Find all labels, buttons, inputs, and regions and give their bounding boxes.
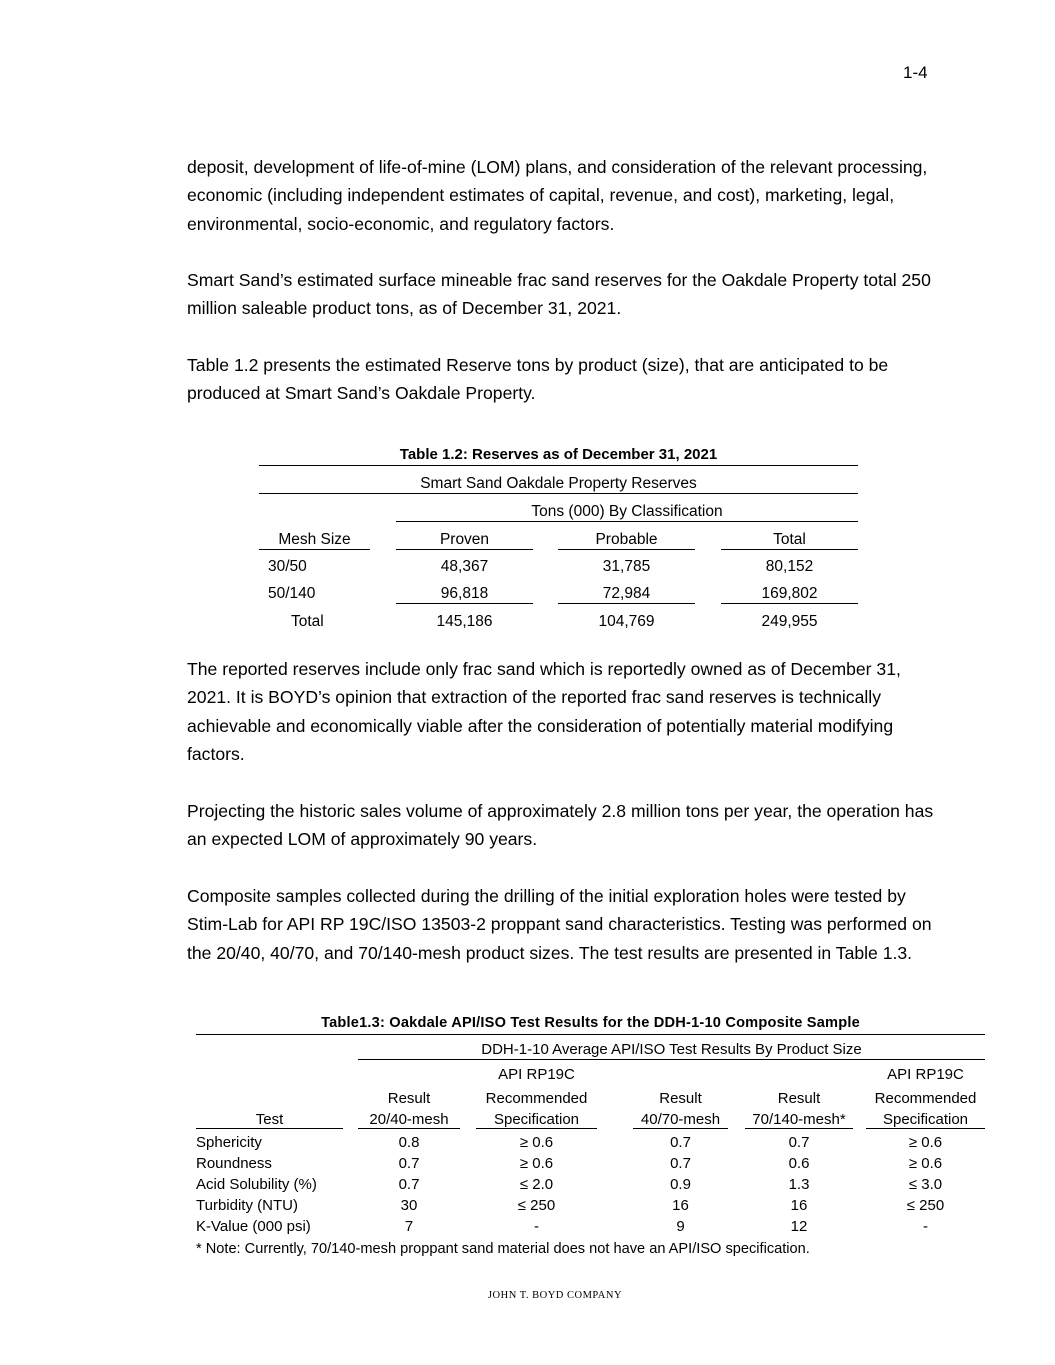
table-cell: ≤ 3.0: [908, 1176, 943, 1193]
table-cell: 96,818: [440, 585, 489, 602]
table-cell: 16: [672, 1197, 689, 1214]
table-cell: 12: [790, 1218, 808, 1235]
reserves-table-title: Table 1.2: Reserves as of December 31, 2021: [399, 446, 718, 463]
table-cell: 9: [676, 1218, 685, 1235]
column-header: Result: [777, 1090, 821, 1107]
table-cell: ≥ 0.6: [908, 1134, 943, 1151]
table-cell: 0.7: [670, 1134, 691, 1151]
table-rule: [396, 549, 533, 550]
column-header: Specification: [493, 1111, 580, 1128]
table-rule: [396, 603, 533, 604]
api-spec-label: API RP19C: [498, 1066, 575, 1083]
table-rule: [259, 549, 370, 550]
table-rule: [396, 521, 858, 522]
table-cell: ≤ 2.0: [519, 1176, 554, 1193]
table-cell: 0.7: [398, 1176, 420, 1193]
paragraph-lom-factors: deposit, development of life-of-mine (LOM) plans, and consideration of the relevant processing, economic (including independent estimates of capital, revenue, and cost), marketing, legal, environmental, socio-economic, and regulatory factors.: [187, 157, 928, 234]
table-rule: [196, 1034, 985, 1035]
table-cell: 31,785: [602, 558, 651, 575]
table-cell: Acid Solubility (%): [196, 1176, 317, 1193]
table-cell: K-Value (000 psi): [196, 1218, 311, 1235]
table-rule: [476, 1128, 597, 1129]
table-cell: 249,955: [761, 613, 818, 630]
column-header: Result: [659, 1090, 702, 1107]
column-header: Result: [387, 1090, 431, 1107]
table-cell: 0.7: [670, 1155, 691, 1172]
paragraph-reserves-opinion: The reported reserves include only frac sand which is reportedly owned as of December 31, 2021. It is BOYD’s opinion that extraction of the reported frac sand reserves is technically achievable and economically viable after the consideration of potentially material modifying factors.: [187, 659, 901, 765]
table-rule: [721, 549, 858, 550]
table-rule: [745, 1128, 853, 1129]
column-header: Total: [773, 531, 806, 548]
column-header: Recommended: [485, 1090, 588, 1107]
table-cell: 0.8: [398, 1134, 420, 1151]
column-header: Proven: [439, 531, 490, 548]
paragraph-lom-projection: Projecting the historic sales volume of approximately 2.8 million tons per year, the operation has an expected LOM of approximately 90 years.: [187, 801, 934, 850]
column-header: 20/40-mesh: [369, 1111, 449, 1128]
table-cell: 145,186: [436, 613, 493, 630]
table-rule: [259, 493, 858, 494]
table-cell: Total: [291, 613, 324, 630]
column-header: 70/140-mesh*: [752, 1111, 846, 1128]
reserves-table-subtitle: Smart Sand Oakdale Property Reserves: [420, 475, 697, 492]
table-cell: ≥ 0.6: [519, 1155, 554, 1172]
test-results-table-title: Table1.3: Oakdale API/ISO Test Results for the DDH-1-10 Composite Sample: [321, 1015, 860, 1031]
table-cell: 16: [790, 1197, 808, 1214]
column-header: Specification: [882, 1111, 969, 1128]
table-rule: [358, 1059, 985, 1060]
table-cell: ≤ 250: [517, 1197, 556, 1214]
table-cell: 50/140: [268, 585, 316, 602]
table-cell: 80,152: [765, 558, 814, 575]
column-header: 40/70-mesh: [640, 1111, 721, 1128]
table-cell: 30: [400, 1197, 418, 1214]
table-cell: 0.7: [398, 1155, 420, 1172]
table-rule: [633, 1128, 728, 1129]
api-spec-label: API RP19C: [887, 1066, 964, 1083]
table-cell: 30/50: [268, 558, 307, 575]
paragraph-table-intro: Table 1.2 presents the estimated Reserve tons by product (size), that are anticipated to be produced at Smart Sand’s Oakdale Property.: [187, 355, 889, 404]
column-header: Test: [255, 1111, 284, 1128]
company-footer: JOHN T. BOYD COMPANY: [487, 1290, 623, 1301]
table-rule: [196, 1128, 343, 1129]
table-cell: 1.3: [788, 1176, 810, 1193]
table-cell: ≤ 250: [906, 1197, 945, 1214]
column-header: Recommended: [874, 1090, 977, 1107]
table-cell: 7: [404, 1218, 414, 1235]
paragraph-composite-samples: Composite samples collected during the drilling of the initial exploration holes were tested by Stim-Lab for API RP 19C/ISO 13503-2 proppant sand characteristics. Testing was performed on the 20/40, 40/70, and 70/140-mesh product sizes. The test results are presented in Table 1.3.: [187, 886, 932, 963]
table-cell: Sphericity: [196, 1134, 262, 1151]
table-rule: [558, 603, 695, 604]
table-cell: ≥ 0.6: [519, 1134, 554, 1151]
table-cell: Turbidity (NTU): [196, 1197, 298, 1214]
table-cell: 0.9: [670, 1176, 691, 1193]
table-rule: [558, 549, 695, 550]
table-cell: ≥ 0.6: [908, 1155, 943, 1172]
table-rule: [721, 603, 858, 604]
table-cell: 72,984: [602, 585, 651, 602]
classification-group-header: Tons (000) By Classification: [531, 503, 723, 520]
table-rule: [259, 465, 858, 466]
table-cell: 0.7: [788, 1134, 810, 1151]
column-header: Probable: [595, 531, 658, 548]
table-cell: -: [923, 1218, 928, 1235]
column-header: Mesh Size: [278, 531, 351, 548]
test-results-group-header: DDH-1-10 Average API/ISO Test Results By Product Size: [481, 1041, 862, 1058]
table-cell: 169,802: [761, 585, 818, 602]
table-cell: 104,769: [598, 613, 655, 630]
table-footnote: * Note: Currently, 70/140-mesh proppant sand material does not have an API/ISO specification.: [196, 1241, 810, 1257]
table-rule: [358, 1128, 460, 1129]
page-number: 1-4: [903, 63, 928, 82]
table-cell: Roundness: [196, 1155, 272, 1172]
table-cell: 0.6: [788, 1155, 810, 1172]
paragraph-reserves-total: Smart Sand’s estimated surface mineable frac sand reserves for the Oakdale Property total 250 million saleable product tons, as of December 31, 2021.: [187, 270, 931, 319]
table-rule: [866, 1128, 985, 1129]
table-cell: 48,367: [440, 558, 489, 575]
table-cell: -: [534, 1218, 539, 1235]
